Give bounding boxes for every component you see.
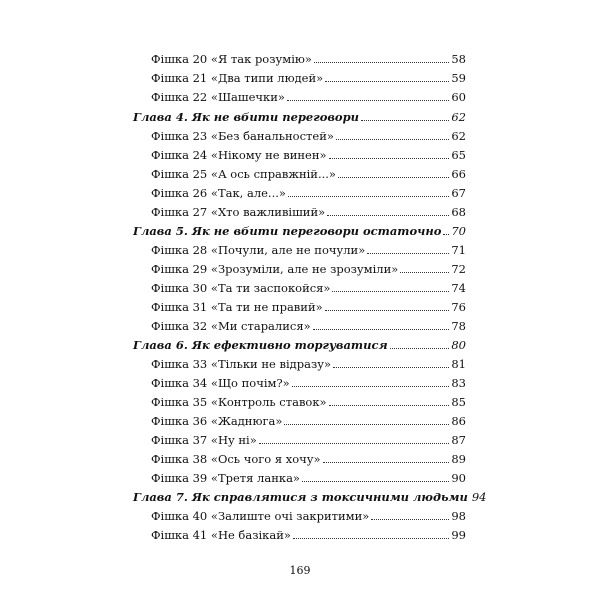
- toc-entry-page: 76: [451, 300, 466, 314]
- toc-entry-26: [151, 186, 466, 200]
- toc-entry-page: 85: [451, 395, 466, 409]
- toc-entry-title: Фішка 21 «Два типи людей»: [151, 71, 324, 85]
- dot-leader: [259, 443, 450, 444]
- dot-leader: [292, 386, 450, 387]
- toc-entry-37: [151, 433, 466, 447]
- toc-entry-32: [151, 319, 466, 333]
- dot-leader: [390, 348, 450, 349]
- toc-chapter-page: 70: [451, 224, 466, 238]
- toc-chapter-6: [133, 338, 466, 352]
- dot-leader: [338, 177, 449, 178]
- toc-entry-28: [151, 243, 466, 257]
- toc-entry-page: 78: [451, 319, 466, 333]
- dot-leader: [313, 329, 450, 330]
- toc-entry-page: 87: [451, 433, 466, 447]
- toc-entry-page: 81: [451, 357, 466, 371]
- dot-leader: [302, 481, 449, 482]
- toc-entry-page: 60: [451, 90, 466, 104]
- toc-entry-title: Фішка 33 «Тільки не відразу»: [151, 357, 332, 371]
- dot-leader: [284, 424, 449, 425]
- toc-chapter-4: [133, 110, 466, 124]
- dot-leader: [333, 367, 449, 368]
- dot-leader: [325, 81, 449, 82]
- toc-chapter-7: [133, 490, 487, 504]
- toc-entry-40: [151, 509, 466, 523]
- dot-leader: [325, 310, 450, 311]
- toc-entry-36: [151, 414, 466, 428]
- dot-leader: [400, 272, 449, 273]
- toc-entry-page: 67: [451, 186, 466, 200]
- toc-entry-title: Фішка 32 «Ми старалися»: [151, 319, 311, 333]
- dot-leader: [443, 234, 449, 235]
- toc-entry-title: Фішка 29 «Зрозуміли, але не зрозуміли»: [151, 262, 399, 276]
- dot-leader: [323, 462, 450, 463]
- toc-entry-page: 68: [451, 205, 466, 219]
- toc-entry-page: 83: [451, 376, 466, 390]
- toc-entry-page: 71: [451, 243, 466, 257]
- toc-entry-title: Фішка 38 «Ось чого я хочу»: [151, 452, 321, 466]
- toc-entry-30: [151, 281, 466, 295]
- toc-entry-title: Фішка 35 «Контроль ставок»: [151, 395, 327, 409]
- toc-entry-title: Фішка 30 «Та ти заспокойся»: [151, 281, 331, 295]
- toc-entry-38: [151, 452, 466, 466]
- dot-leader: [287, 100, 449, 101]
- dot-leader: [361, 120, 449, 121]
- toc-entry-22: [151, 90, 466, 104]
- toc-entry-title: Фішка 22 «Шашечки»: [151, 90, 285, 104]
- toc-chapter-title: Глава 6. Як ефективно торгуватися: [133, 338, 388, 352]
- toc-chapter-page: 62: [451, 110, 466, 124]
- toc-entry-23: [151, 129, 466, 143]
- toc-chapter-page: 94: [471, 490, 487, 504]
- dot-leader: [327, 215, 449, 216]
- toc-entry-title: Фішка 31 «Та ти не правий»: [151, 300, 323, 314]
- toc-entry-title: Фішка 28 «Почули, але не почули»: [151, 243, 366, 257]
- dot-leader: [314, 62, 449, 63]
- toc-entry-title: Фішка 36 «Жаднюга»: [151, 414, 283, 428]
- toc-entry-title: Фішка 41 «Не базікай»: [151, 528, 291, 542]
- toc-entry-title: Фішка 27 «Хто важливіший»: [151, 205, 326, 219]
- toc-entry-21: [151, 71, 466, 85]
- toc-entry-page: 66: [451, 167, 466, 181]
- toc-entry-title: Фішка 24 «Нікому не винен»: [151, 148, 327, 162]
- toc-entry-24: [151, 148, 466, 162]
- toc-entry-20: [151, 52, 466, 66]
- toc-entry-title: Фішка 20 «Я так розумію»: [151, 52, 312, 66]
- toc-chapter-page: 80: [451, 338, 466, 352]
- toc-entry-page: 62: [451, 129, 466, 143]
- toc-entry-page: 59: [451, 71, 466, 85]
- toc-entry-title: Фішка 39 «Третя ланка»: [151, 471, 300, 485]
- toc-entry-34: [151, 376, 466, 390]
- dot-leader: [329, 158, 450, 159]
- toc-entry-page: 98: [451, 509, 466, 523]
- toc-chapter-title: Глава 5. Як не вбити переговори остаточно: [133, 224, 442, 238]
- toc-entry-title: Фішка 26 «Так, але...»: [151, 186, 286, 200]
- toc-entry-title: Фішка 23 «Без банальностей»: [151, 129, 334, 143]
- toc-entry-27: [151, 205, 466, 219]
- toc-entry-page: 72: [451, 262, 466, 276]
- toc-entry-39: [151, 471, 466, 485]
- toc-entry-title: Фішка 34 «Що почім?»: [151, 376, 290, 390]
- toc-entry-page: 89: [451, 452, 466, 466]
- toc-entry-title: Фішка 37 «Ну ні»: [151, 433, 257, 447]
- toc-entry-29: [151, 262, 466, 276]
- toc-chapter-5: [133, 224, 466, 238]
- toc-entry-page: 90: [451, 471, 466, 485]
- toc-entry-41: [151, 528, 466, 542]
- toc-chapter-title: Глава 4. Як не вбити переговори: [133, 110, 360, 124]
- toc-entry-page: 99: [451, 528, 466, 542]
- toc-entry-page: 74: [451, 281, 466, 295]
- toc-chapter-title: Глава 7. Як справлятися з токсичними людьми: [133, 490, 468, 504]
- dot-leader: [332, 291, 449, 292]
- dot-leader: [336, 139, 449, 140]
- dot-leader: [288, 196, 449, 197]
- toc-entry-title: Фішка 40 «Залиште очі закритими»: [151, 509, 370, 523]
- toc-entry-page: 58: [451, 52, 466, 66]
- toc-entry-25: [151, 167, 466, 181]
- toc-entry-33: [151, 357, 466, 371]
- toc-entry-page: 86: [451, 414, 466, 428]
- toc-entry-31: [151, 300, 466, 314]
- toc-entry-35: [151, 395, 466, 409]
- dot-leader: [371, 519, 449, 520]
- dot-leader: [367, 253, 449, 254]
- dot-leader: [329, 405, 450, 406]
- toc-entry-title: Фішка 25 «А ось справжній...»: [151, 167, 336, 181]
- dot-leader: [293, 538, 449, 539]
- toc-entry-page: 65: [451, 148, 466, 162]
- page-number: 169: [289, 564, 311, 577]
